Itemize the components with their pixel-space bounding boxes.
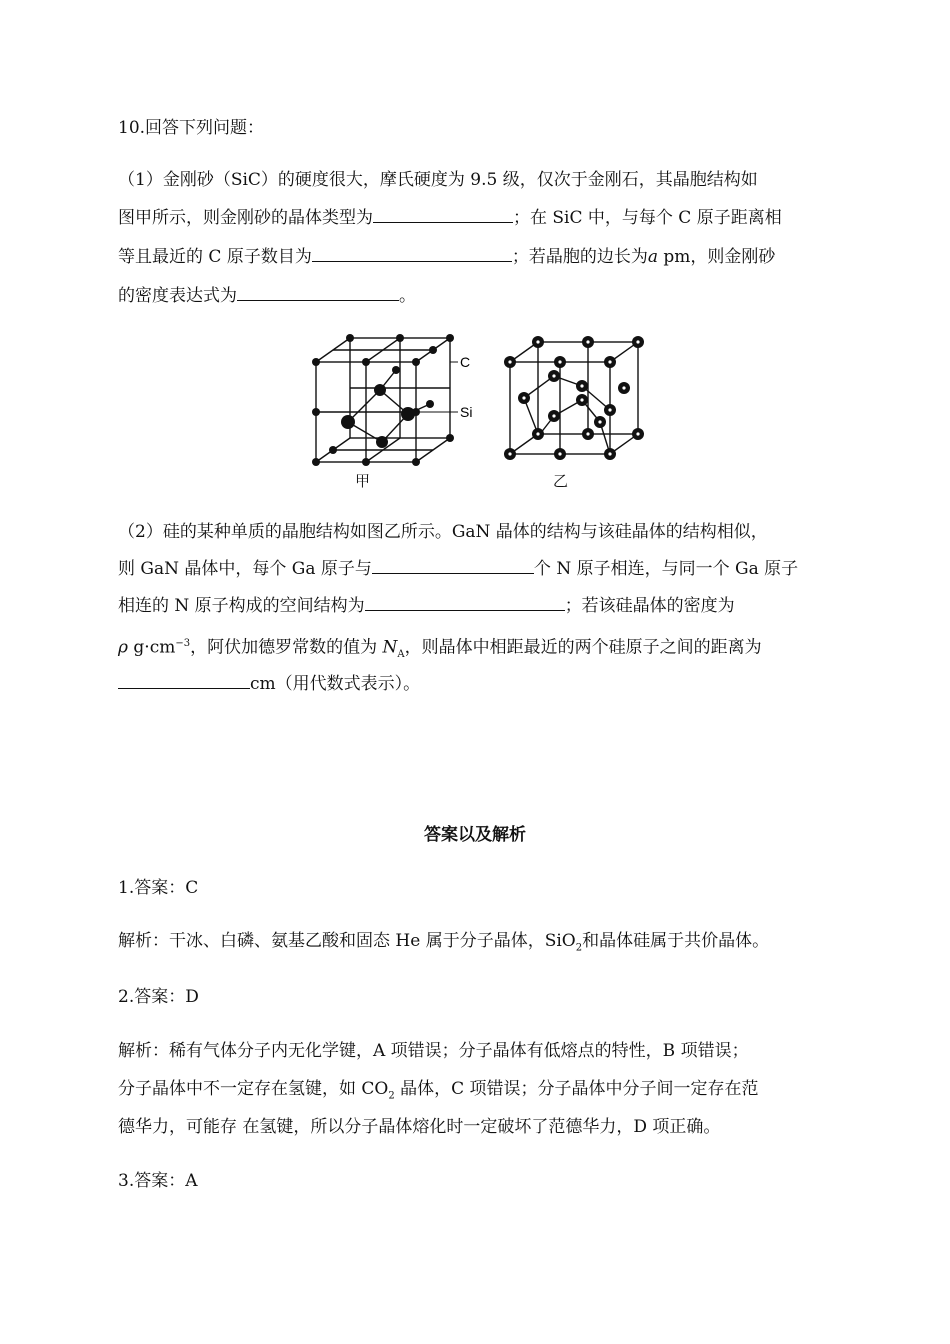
answer-2: 2.答案：D bbox=[118, 987, 199, 1007]
q2-line-1: （2）硅的某种单质的晶胞结构如图乙所示。GaN 晶体的结构与该硅晶体的结构相似， bbox=[118, 522, 768, 542]
label-c: C bbox=[460, 354, 471, 370]
explanation-2-line-1: 解析：稀有气体分子内无化学键，A 项错误；分子晶体有低熔点的特性，B 项错误； bbox=[118, 1041, 749, 1061]
question-title: 10.回答下列问题： bbox=[118, 118, 265, 138]
answer-blank[interactable] bbox=[237, 284, 399, 301]
q2-line-3: 相连的 N 原子构成的空间结构为 ；若该硅晶体的密度为 bbox=[118, 596, 735, 616]
answer-1: 1.答案：C bbox=[118, 878, 199, 898]
q2-line-5: cm（用代数式表示）。 bbox=[118, 672, 420, 696]
caption-yi: 乙 bbox=[553, 472, 569, 490]
explanation-2-line-2: 分子晶体中不一定存在氢键，如 $CO_2$ 晶体，C 项错误；分子晶体中分子间一定存在范 bbox=[118, 1079, 759, 1102]
label-si: Si bbox=[460, 404, 473, 420]
answer-3: 3.答案：A bbox=[118, 1171, 198, 1191]
answer-blank[interactable] bbox=[118, 672, 250, 689]
answer-blank[interactable] bbox=[365, 594, 565, 611]
q1-line-1: （1）金刚砂（SiC）的硬度很大，摩氏硬度为 9.5 级，仅次于金刚石，其晶胞结构如 bbox=[118, 170, 758, 190]
answers-heading: 答案以及解析 bbox=[424, 825, 526, 845]
q2-line-4: ρ $g\cdot cm^{-3}$，阿伏加德罗常数的值为 $N_A$，则晶体中相距最近的两个硅原子之间的距离为 bbox=[118, 637, 762, 661]
crystal-cell-figure bbox=[300, 330, 650, 490]
q1-line-4: 的密度表达式为 。 bbox=[118, 286, 416, 306]
answer-blank[interactable] bbox=[312, 245, 512, 262]
sic-atoms bbox=[312, 334, 454, 466]
q1-line-3: 等且最近的 C 原子数目为 ；若晶胞的边长为a pm，则金刚砂 bbox=[118, 247, 776, 267]
caption-jia: 甲 bbox=[355, 472, 371, 490]
explanation-2-line-3: 德华力，可能存 在氢键，所以分子晶体熔化时一定破坏了范德华力，D 项正确。 bbox=[118, 1117, 721, 1137]
answer-blank[interactable] bbox=[372, 557, 534, 574]
q1-line-2: 图甲所示，则金刚砂的晶体类型为 ；在 SiC 中，与每个 C 原子距离相 bbox=[118, 208, 782, 228]
explanation-1: 解析：干冰、白磷、氨基乙酸和固态 He 属于分子晶体，SiO$_2$和晶体硅属于共价晶体。 bbox=[118, 931, 770, 954]
q2-line-2: 则 GaN 晶体中，每个 Ga 原子与 个 N 原子相连，与同一个 Ga 原子 bbox=[118, 559, 799, 579]
answer-blank[interactable] bbox=[373, 206, 513, 223]
